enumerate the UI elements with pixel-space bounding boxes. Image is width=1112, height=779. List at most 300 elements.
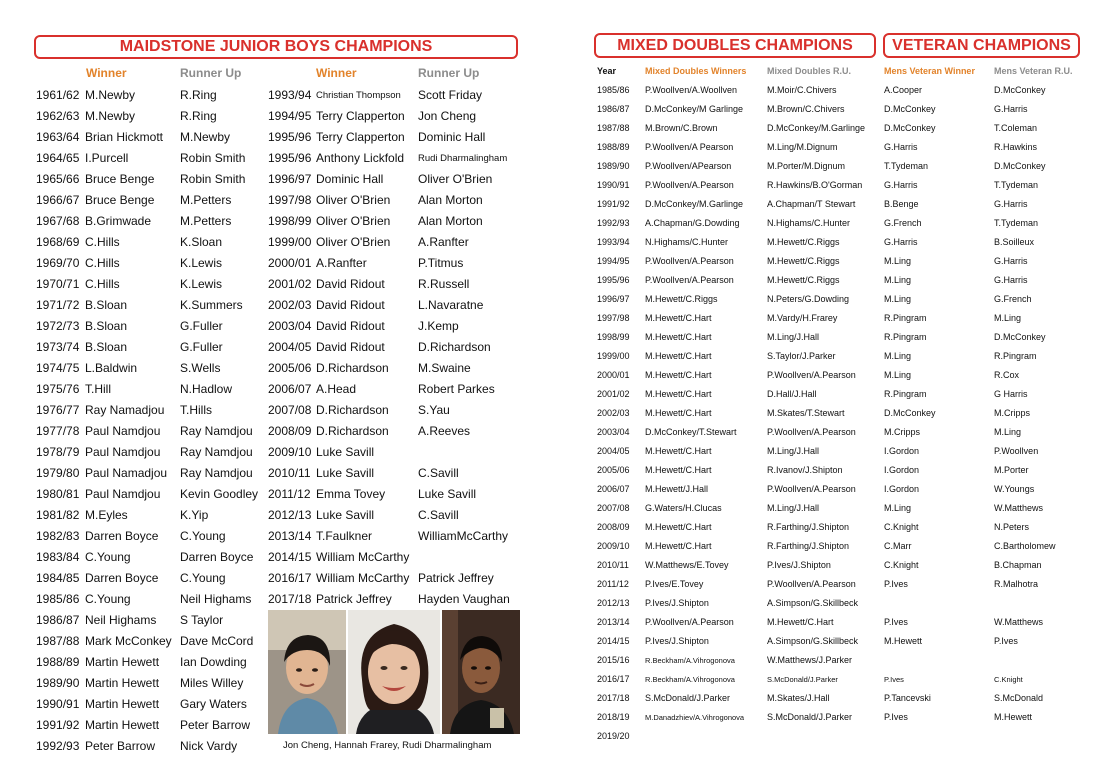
winner-cell: Ray Namadjou xyxy=(85,403,165,417)
winner-cell: David Ridout xyxy=(316,277,385,291)
veteran-winner-cell: M.Cripps xyxy=(884,427,921,437)
year-cell: 1989/90 xyxy=(597,161,630,171)
season-cell: 2005/06 xyxy=(268,361,312,375)
veteran-winner-cell: M.Ling xyxy=(884,351,912,361)
year-cell: 2002/03 xyxy=(597,408,630,418)
runner-up-cell: S.Yau xyxy=(418,403,450,417)
year-cell: 2000/01 xyxy=(597,370,630,380)
veteran-ru-cell: G Harris xyxy=(994,389,1028,399)
season-cell: 2012/13 xyxy=(268,508,312,522)
winner-cell: M.Newby xyxy=(85,109,136,123)
season-cell: 1983/84 xyxy=(36,550,80,564)
runner-up-cell: Alan Morton xyxy=(418,193,483,207)
winner-cell: Bruce Benge xyxy=(85,193,155,207)
mixed-ru-cell: P.Woollven/A.Pearson xyxy=(767,579,856,589)
winner-cell: Paul Namdjou xyxy=(85,445,161,459)
mixed-winner-cell: M.Hewett/C.Hart xyxy=(645,541,712,551)
veteran-ru-cell: G.Harris xyxy=(994,199,1028,209)
veteran-winner-cell: I.Gordon xyxy=(884,446,920,456)
runner-up-cell: Peter Barrow xyxy=(180,718,251,732)
runner-up-cell: Luke Savill xyxy=(418,487,477,501)
veteran-ru-cell: N.Peters xyxy=(994,522,1030,532)
winner-cell: Paul Namdjou xyxy=(85,424,161,438)
mixed-winner-cell: M.Hewett/C.Hart xyxy=(645,332,712,342)
season-cell: 1984/85 xyxy=(36,571,80,585)
season-cell: 2001/02 xyxy=(268,277,312,291)
mixed-ru-cell: M.Hewett/C.Riggs xyxy=(767,256,840,266)
mixed-winner-cell: D.McConkey/M Garlinge xyxy=(645,104,744,114)
winner-cell: T.Hill xyxy=(85,382,111,396)
runner-up-cell: S.Wells xyxy=(180,361,221,375)
junior-champions-title: MAIDSTONE JUNIOR BOYS CHAMPIONS xyxy=(34,35,518,59)
season-cell: 1965/66 xyxy=(36,172,80,186)
winner-cell: Martin Hewett xyxy=(85,655,160,669)
year-cell: 2012/13 xyxy=(597,598,630,608)
mixed-winner-cell: M.Brown/C.Brown xyxy=(645,123,718,133)
year-cell: 1986/87 xyxy=(597,104,630,114)
season-cell: 1993/94 xyxy=(268,88,312,102)
veteran-winner-cell: R.Pingram xyxy=(884,332,927,342)
year-cell: 1998/99 xyxy=(597,332,630,342)
mixed-winner-cell: M.Hewett/C.Hart xyxy=(645,370,712,380)
mixed-ru-cell: P.Ives/J.Shipton xyxy=(767,560,831,570)
winner-cell: Terry Clapperton xyxy=(316,109,405,123)
mixed-ru-cell: S.McDonald/J.Parker xyxy=(767,675,838,684)
winner-cell: B.Grimwade xyxy=(85,214,152,228)
season-cell: 1969/70 xyxy=(36,256,80,270)
winner-cell: B.Sloan xyxy=(85,319,128,333)
veteran-ru-cell: M.Cripps xyxy=(994,408,1031,418)
veteran-ru-cell xyxy=(994,594,1056,613)
year-cell: 1987/88 xyxy=(597,123,630,133)
year-cell: 1990/91 xyxy=(597,180,630,190)
season-cell: 1964/65 xyxy=(36,151,80,165)
season-cell: 1972/73 xyxy=(36,319,80,333)
year-cell: 1996/97 xyxy=(597,294,630,304)
season-cell: 2003/04 xyxy=(268,319,312,333)
runner-up-cell: K.Sloan xyxy=(180,235,223,249)
season-cell: 2014/15 xyxy=(268,550,312,564)
mixed-ru-cell: R.Ivanov/J.Shipton xyxy=(767,465,843,475)
year-cell: 2003/04 xyxy=(597,427,630,437)
year-cell: 2018/19 xyxy=(597,712,630,722)
season-cell: 1977/78 xyxy=(36,424,80,438)
photo-caption: Jon Cheng, Hannah Frarey, Rudi Dharmalingham xyxy=(283,740,492,751)
season-cell: 1987/88 xyxy=(36,634,80,648)
year-cell: 2009/10 xyxy=(597,541,630,551)
runner-up-cell xyxy=(418,547,510,568)
runner-up-cell: K.Lewis xyxy=(180,256,223,270)
veteran-winner-cell: C.Knight xyxy=(884,522,919,532)
junior-winner-header-2: Winner xyxy=(316,66,357,80)
winner-cell: William McCarthy xyxy=(316,550,410,564)
runner-up-cell: R.Ring xyxy=(180,88,217,102)
winner-cell: C.Hills xyxy=(85,235,120,249)
winner-cell: Anthony Lickfold xyxy=(316,151,405,165)
mixed-doubles-title: MIXED DOUBLES CHAMPIONS xyxy=(594,33,876,58)
runner-up-cell: Nick Vardy xyxy=(180,739,238,753)
runner-up-cell: T.Hills xyxy=(180,403,212,417)
runner-up-cell: K.Summers xyxy=(180,298,243,312)
mixed-ru-cell: M.Ling/J.Hall xyxy=(767,332,820,342)
veteran-winner-cell: C.Marr xyxy=(884,541,912,551)
runner-up-cell: M.Swaine xyxy=(418,361,471,375)
runner-up-cell: C.Savill xyxy=(418,508,459,522)
mixed-ru-cell: S.McDonald/J.Parker xyxy=(767,712,853,722)
mixed-winner-cell: P.Woollven/A Pearson xyxy=(645,142,734,152)
year-cell: 1997/98 xyxy=(597,313,630,323)
junior-left-winner-column xyxy=(85,85,172,757)
veteran-ru-cell: M.Hewett xyxy=(994,712,1033,722)
veteran-winner-cell: R.Pingram xyxy=(884,313,927,323)
mixed-winner-cell: P.Woollven/A.Pearson xyxy=(645,275,734,285)
veteran-ru-cell: P.Woollven xyxy=(994,446,1039,456)
veteran-winner-cell: I.Gordon xyxy=(884,484,920,494)
season-cell: 1992/93 xyxy=(36,739,80,753)
veteran-winner-cell: D.McConkey xyxy=(884,123,936,133)
mixed-ru-cell: R.Farthing/J.Shipton xyxy=(767,522,850,532)
veteran-ru-cell: R.Hawkins xyxy=(994,142,1038,152)
winner-cell: D.Richardson xyxy=(316,424,389,438)
winner-cell: Neil Highams xyxy=(85,613,157,627)
mixed-ru-cell: M.Skates/J.Hall xyxy=(767,693,830,703)
veteran-winner-header: Mens Veteran Winner xyxy=(884,66,975,76)
junior-runner-up-header-2: Runner Up xyxy=(418,66,480,80)
photo-rudi-dharmalingham xyxy=(442,610,520,734)
veteran-winner-cell xyxy=(884,594,936,613)
season-cell: 2011/12 xyxy=(268,487,311,501)
season-cell: 1981/82 xyxy=(36,508,80,522)
season-cell: 1985/86 xyxy=(36,592,80,606)
season-cell: 1990/91 xyxy=(36,697,80,711)
mixed-ru-cell: P.Woollven/A.Pearson xyxy=(767,370,856,380)
runner-up-cell: C.Young xyxy=(180,571,226,585)
year-cell: 2011/12 xyxy=(597,579,629,589)
year-header: Year xyxy=(597,66,617,76)
veteran-winner-cell xyxy=(884,651,936,670)
mixed-ru-cell: A.Simpson/G.Skillbeck xyxy=(767,598,859,608)
mixed-ru-cell: M.Ling/M.Dignum xyxy=(767,142,838,152)
year-cell: 1994/95 xyxy=(597,256,630,266)
season-cell: 1997/98 xyxy=(268,193,312,207)
veteran-ru-cell: R.Cox xyxy=(994,370,1020,380)
season-cell: 1974/75 xyxy=(36,361,80,375)
year-cell: 2001/02 xyxy=(597,389,630,399)
mixed-winner-cell: S.McDonald/J.Parker xyxy=(645,693,731,703)
winner-cell: Martin Hewett xyxy=(85,697,160,711)
season-cell: 1991/92 xyxy=(36,718,80,732)
mixed-winners-column xyxy=(645,81,744,746)
veteran-winner-cell: I.Gordon xyxy=(884,465,920,475)
year-cell: 1999/00 xyxy=(597,351,630,361)
runner-up-cell: S Taylor xyxy=(180,613,224,627)
veteran-winner-cell: P.Ives xyxy=(884,712,908,722)
season-cell: 1995/96 xyxy=(268,130,312,144)
mixed-winner-cell: M.Hewett/C.Hart xyxy=(645,408,712,418)
mixed-ru-cell: P.Woollven/A.Pearson xyxy=(767,427,856,437)
junior-winner-header: Winner xyxy=(86,66,127,80)
mixed-ru-cell: A.Chapman/T Stewart xyxy=(767,199,856,209)
veteran-winner-cell: M.Ling xyxy=(884,275,912,285)
year-cell: 1992/93 xyxy=(597,218,630,228)
mixed-ru-cell: M.Ling/J.Hall xyxy=(767,446,820,456)
runner-up-cell: C.Savill xyxy=(418,466,459,480)
season-cell: 1970/71 xyxy=(36,277,80,291)
season-cell: 2017/18 xyxy=(268,592,312,606)
season-cell: 1976/77 xyxy=(36,403,80,417)
year-cell: 1995/96 xyxy=(597,275,630,285)
veteran-winner-cell: A.Cooper xyxy=(884,85,923,95)
mixed-winner-cell: M.Hewett/C.Hart xyxy=(645,389,712,399)
veteran-winner-cell: M.Ling xyxy=(884,503,912,513)
winner-cell: Terry Clapperton xyxy=(316,130,405,144)
winner-cell: B.Sloan xyxy=(85,340,128,354)
mixed-winner-cell: P.Woollven/A.Woollven xyxy=(645,85,738,95)
year-cell: 1991/92 xyxy=(597,199,630,209)
winner-cell: A.Ranfter xyxy=(316,256,367,270)
winner-cell: Martin Hewett xyxy=(85,676,160,690)
mixed-ru-cell: M.Porter/M.Dignum xyxy=(767,161,846,171)
veteran-winner-cell: G.Harris xyxy=(884,142,918,152)
doubles-year-column xyxy=(597,81,630,746)
winner-cell: Patrick Jeffrey xyxy=(316,592,392,606)
winner-cell: C.Young xyxy=(85,550,131,564)
mixed-ru-cell: M.Hewett/C.Riggs xyxy=(767,275,840,285)
runner-up-cell: R.Ring xyxy=(180,109,217,123)
veteran-winner-cell: M.Ling xyxy=(884,294,912,304)
winner-cell: David Ridout xyxy=(316,319,385,333)
mixed-winner-cell: R.Beckham/A.Vihrogonova xyxy=(645,656,735,665)
veteran-winner-cell: M.Ling xyxy=(884,256,912,266)
runner-up-cell: N.Hadlow xyxy=(180,382,233,396)
runner-up-cell: Ray Namdjou xyxy=(180,424,253,438)
runner-up-cell: G.Fuller xyxy=(180,319,223,333)
veteran-ru-cell: C.Bartholomew xyxy=(994,541,1056,551)
veteran-winner-cell: P.Ives xyxy=(884,617,908,627)
season-cell: 1980/81 xyxy=(36,487,80,501)
runner-up-cell: P.Titmus xyxy=(418,256,464,270)
season-cell: 2016/17 xyxy=(268,571,312,585)
runner-up-cell: Ian Dowding xyxy=(180,655,247,669)
season-cell: 1962/63 xyxy=(36,109,80,123)
season-cell: 1986/87 xyxy=(36,613,80,627)
mixed-ru-cell: M.Skates/T.Stewart xyxy=(767,408,845,418)
season-cell: 1966/67 xyxy=(36,193,80,207)
runner-up-cell: Scott Friday xyxy=(418,88,483,102)
veteran-winner-column xyxy=(884,81,936,746)
veteran-ru-cell: P.Ives xyxy=(994,636,1018,646)
runner-up-cell: Rudi Dharmalingham xyxy=(418,153,508,164)
veteran-ru-cell: B.Chapman xyxy=(994,560,1042,570)
season-cell: 2007/08 xyxy=(268,403,312,417)
season-cell: 1982/83 xyxy=(36,529,80,543)
winner-cell: Luke Savill xyxy=(316,508,375,522)
junior-right-season-column xyxy=(268,85,311,610)
mixed-winners-header: Mixed Doubles Winners xyxy=(645,66,747,76)
runner-up-cell: K.Lewis xyxy=(180,277,223,291)
season-cell: 1996/97 xyxy=(268,172,312,186)
winner-cell: David Ridout xyxy=(316,298,385,312)
veteran-ru-cell: M.Porter xyxy=(994,465,1029,475)
runner-up-cell: G.Fuller xyxy=(180,340,223,354)
mixed-ru-cell: N.Highams/C.Hunter xyxy=(767,218,851,228)
runner-up-cell: Ray Namdjou xyxy=(180,445,253,459)
junior-left-season-column xyxy=(36,85,79,757)
year-cell: 1985/86 xyxy=(597,85,630,95)
mixed-ru-cell: R.Hawkins/B.O'Gorman xyxy=(767,180,863,190)
mixed-winner-cell: M.Hewett/C.Hart xyxy=(645,313,712,323)
mixed-ru-cell: M.Hewett/C.Hart xyxy=(767,617,834,627)
season-cell: 1989/90 xyxy=(36,676,80,690)
runner-up-cell: Miles Willey xyxy=(180,676,244,690)
winner-cell: Mark McConkey xyxy=(85,634,172,648)
mixed-ru-cell: M.Moir/C.Chivers xyxy=(767,85,837,95)
mixed-winner-cell: A.Chapman/G.Dowding xyxy=(645,218,740,228)
mixed-ru-cell: W.Matthews/J.Parker xyxy=(767,655,853,665)
veteran-ru-cell: G.French xyxy=(994,294,1032,304)
winner-cell: D.Richardson xyxy=(316,403,389,417)
winner-cell: Martin Hewett xyxy=(85,718,160,732)
season-cell: 1967/68 xyxy=(36,214,80,228)
veteran-winner-cell: D.McConkey xyxy=(884,104,936,114)
junior-photos xyxy=(268,610,520,734)
season-cell: 1978/79 xyxy=(36,445,80,459)
veteran-winner-cell: D.McConkey xyxy=(884,408,936,418)
veteran-winner-cell: R.Pingram xyxy=(884,389,927,399)
runner-up-cell: Patrick Jeffrey xyxy=(418,571,494,585)
year-cell: 2005/06 xyxy=(597,465,630,475)
veteran-ru-cell: R.Malhotra xyxy=(994,579,1039,589)
runner-up-cell: WilliamMcCarthy xyxy=(418,529,508,543)
veteran-winner-cell xyxy=(884,727,936,746)
mixed-winner-cell: P.Woollven/APearson xyxy=(645,161,732,171)
mixed-winner-cell: P.Ives/J.Shipton xyxy=(645,598,709,608)
mixed-winner-cell: M.Hewett/C.Hart xyxy=(645,351,712,361)
winner-cell: David Ridout xyxy=(316,340,385,354)
mixed-winner-cell: R.Beckham/A.Vihrogonova xyxy=(645,675,735,684)
veteran-winner-cell: G.Harris xyxy=(884,237,918,247)
season-cell: 1971/72 xyxy=(36,298,80,312)
mixed-winner-cell: N.Highams/C.Hunter xyxy=(645,237,729,247)
mixed-winner-cell: M.Hewett/C.Hart xyxy=(645,522,712,532)
mixed-winner-cell: M.Hewett/C.Hart xyxy=(645,446,712,456)
winner-cell: Oliver O'Brien xyxy=(316,214,391,228)
mixed-winner-cell: M.Hewett/C.Riggs xyxy=(645,294,718,304)
veteran-winner-cell: P.Tancevski xyxy=(884,693,931,703)
runner-up-cell: M.Petters xyxy=(180,214,232,228)
mixed-winner-cell: D.McConkey/T.Stewart xyxy=(645,427,737,437)
season-cell: 1963/64 xyxy=(36,130,80,144)
winner-cell: D.Richardson xyxy=(316,361,389,375)
runner-up-cell: Dominic Hall xyxy=(418,130,486,144)
winner-cell: Luke Savill xyxy=(316,466,375,480)
veteran-winner-cell: M.Hewett xyxy=(884,636,923,646)
year-cell: 2008/09 xyxy=(597,522,630,532)
runner-up-cell: A.Ranfter xyxy=(418,235,469,249)
veteran-winner-cell: P.Ives xyxy=(884,579,908,589)
mixed-winner-cell: D.McConkey/M.Garlinge xyxy=(645,199,744,209)
winner-cell: Brian Hickmott xyxy=(85,130,164,144)
runner-up-cell: L.Navaratne xyxy=(418,298,484,312)
runner-up-cell: R.Russell xyxy=(418,277,470,291)
runner-up-cell: M.Petters xyxy=(180,193,232,207)
runner-up-cell: D.Richardson xyxy=(418,340,491,354)
winner-cell: C.Young xyxy=(85,592,131,606)
runner-up-cell: Kevin Goodley xyxy=(180,487,259,501)
veteran-winner-cell: P.Ives xyxy=(884,675,904,684)
veteran-ru-column xyxy=(994,81,1056,746)
season-cell: 2013/14 xyxy=(268,529,312,543)
veteran-ru-cell: B.Soilleux xyxy=(994,237,1035,247)
junior-runner-up-header: Runner Up xyxy=(180,66,242,80)
season-cell: 2006/07 xyxy=(268,382,312,396)
season-cell: 2004/05 xyxy=(268,340,312,354)
season-cell: 1988/89 xyxy=(36,655,80,669)
veteran-ru-cell: S.McDonald xyxy=(994,693,1044,703)
mixed-ru-cell xyxy=(767,727,865,746)
veteran-ru-header: Mens Veteran R.U. xyxy=(994,66,1073,76)
season-cell: 1999/00 xyxy=(268,235,312,249)
winner-cell: Darren Boyce xyxy=(85,529,159,543)
mixed-ru-column xyxy=(767,81,865,746)
mixed-winner-cell: M.Hewett/J.Hall xyxy=(645,484,709,494)
year-cell: 2010/11 xyxy=(597,560,629,570)
winner-cell: Oliver O'Brien xyxy=(316,193,391,207)
year-cell: 2015/16 xyxy=(597,655,630,665)
winner-cell: William McCarthy xyxy=(316,571,410,585)
veteran-ru-cell: W.Youngs xyxy=(994,484,1035,494)
runner-up-cell: Robert Parkes xyxy=(418,382,495,396)
season-cell: 1995/96 xyxy=(268,151,312,165)
veteran-ru-cell: D.McConkey xyxy=(994,161,1046,171)
mixed-ru-cell: P.Woollven/A.Pearson xyxy=(767,484,856,494)
year-cell: 1988/89 xyxy=(597,142,630,152)
mixed-winner-cell: M.Hewett/C.Hart xyxy=(645,465,712,475)
season-cell: 1973/74 xyxy=(36,340,80,354)
season-cell: 2009/10 xyxy=(268,445,312,459)
veteran-winner-cell: T.Tydeman xyxy=(884,161,929,171)
veteran-ru-cell: G.Harris xyxy=(994,104,1028,114)
veteran-winner-cell: G.Harris xyxy=(884,180,918,190)
winner-cell: B.Sloan xyxy=(85,298,128,312)
veteran-ru-cell: T.Tydeman xyxy=(994,180,1039,190)
mixed-ru-cell: M.Brown/C.Chivers xyxy=(767,104,845,114)
winner-cell: M.Newby xyxy=(85,88,136,102)
runner-up-cell: Hayden Vaughan xyxy=(418,592,510,606)
runner-up-cell: Oliver O'Brien xyxy=(418,172,493,186)
year-cell: 2006/07 xyxy=(597,484,630,494)
veteran-ru-cell: D.McConkey xyxy=(994,332,1046,342)
mixed-ru-cell: M.Hewett/C.Riggs xyxy=(767,237,840,247)
runner-up-cell xyxy=(418,442,510,463)
mixed-winner-cell: P.Woollven/A.Pearson xyxy=(645,180,734,190)
mixed-ru-cell: M.Ling/J.Hall xyxy=(767,503,820,513)
mixed-ru-cell: R.Farthing/J.Shipton xyxy=(767,541,850,551)
mixed-winner-cell: G.Waters/H.Clucas xyxy=(645,503,722,513)
runner-up-cell: Ray Namdjou xyxy=(180,466,253,480)
veteran-winner-cell: B.Benge xyxy=(884,199,919,209)
veteran-ru-cell: W.Matthews xyxy=(994,617,1044,627)
mixed-ru-cell: D.Hall/J.Hall xyxy=(767,389,817,399)
veteran-winner-cell: G.French xyxy=(884,218,922,228)
photo-jon-cheng xyxy=(268,610,346,734)
season-cell: 1979/80 xyxy=(36,466,80,480)
winner-cell: Darren Boyce xyxy=(85,571,159,585)
runner-up-cell: Robin Smith xyxy=(180,172,246,186)
year-cell: 2013/14 xyxy=(597,617,630,627)
junior-right-runner-up-column xyxy=(418,85,510,610)
year-cell: 2014/15 xyxy=(597,636,630,646)
